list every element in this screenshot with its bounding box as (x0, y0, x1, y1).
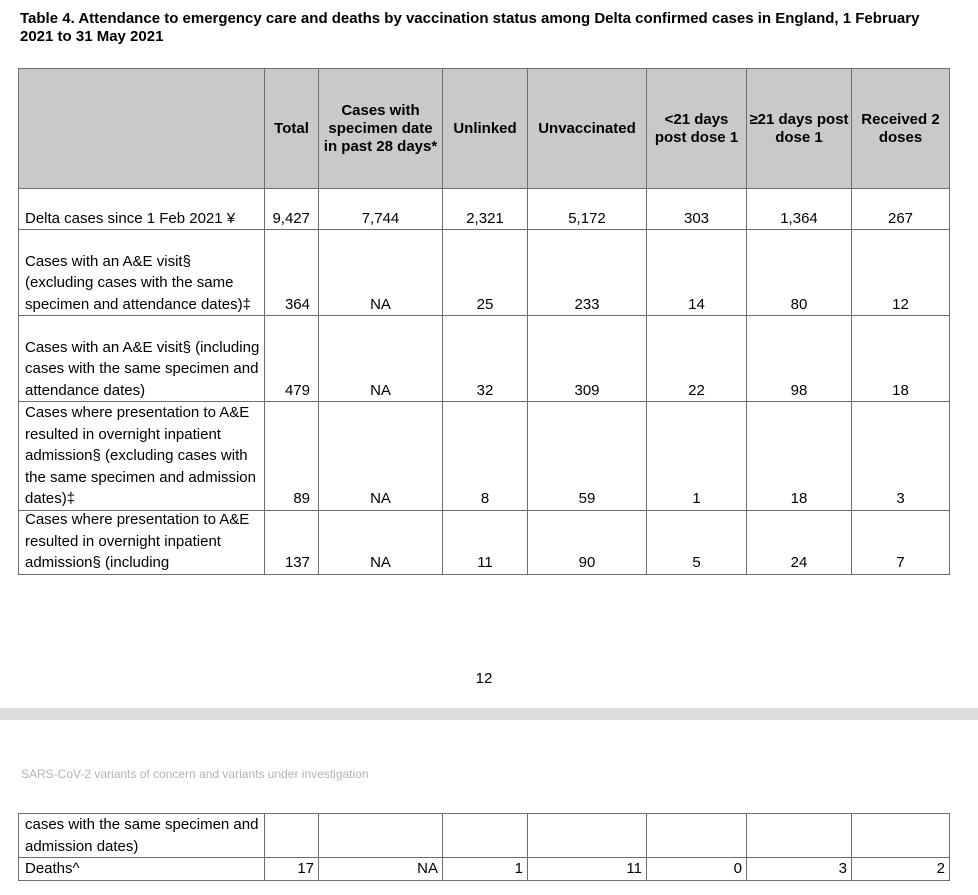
cell-recent: NA (319, 858, 443, 881)
cell-lt21: 0 (647, 858, 747, 881)
cell-two-doses: 7 (852, 510, 950, 574)
header-ge21: ≥21 days post dose 1 (747, 69, 852, 189)
table-row (19, 510, 950, 574)
empty-cell (319, 814, 443, 858)
cell-total: 364 (265, 230, 319, 316)
empty-cell (852, 814, 950, 858)
cell-total: 9,427 (265, 189, 319, 230)
cell-total: 89 (265, 402, 319, 511)
empty-cell (265, 814, 319, 858)
cell-two-doses: 18 (852, 316, 950, 402)
header-recent: Cases with specimen date in past 28 days* (319, 69, 443, 189)
cell-lt21: 5 (647, 510, 747, 574)
row-label-part-2: cases with the same specimen and admission dates) (19, 814, 265, 858)
header-row (19, 69, 950, 189)
cell-ge21: 3 (747, 858, 852, 881)
cell-two-doses: 267 (852, 189, 950, 230)
table-row (19, 858, 950, 881)
header-two-doses: Received 2 doses (852, 69, 950, 189)
attendance-table-continued (18, 813, 950, 881)
table-title: Table 4. Attendance to emergency care and deaths by vaccination status among Delta confirmed cases in England, 1 February 2021 to 31 May 2021 (20, 10, 920, 45)
cell-total: 137 (265, 510, 319, 574)
page-break-divider (0, 708, 978, 720)
row-label: Deaths^ (19, 858, 265, 881)
row-label: Delta cases since 1 Feb 2021 ¥ (19, 189, 265, 230)
cell-two-doses: 2 (852, 858, 950, 881)
cell-two-doses: 3 (852, 402, 950, 511)
page-number: 12 (475, 670, 493, 687)
cell-recent: NA (319, 510, 443, 574)
cell-unvaccinated: 59 (528, 402, 647, 511)
cell-unvaccinated: 309 (528, 316, 647, 402)
cell-unlinked: 1 (443, 858, 528, 881)
cell-ge21: 98 (747, 316, 852, 402)
table-row (19, 402, 950, 511)
cell-recent: NA (319, 316, 443, 402)
cell-unlinked: 8 (443, 402, 528, 511)
cell-lt21: 22 (647, 316, 747, 402)
header-lt21: <21 days post dose 1 (647, 69, 747, 189)
empty-cell (747, 814, 852, 858)
cell-unlinked: 32 (443, 316, 528, 402)
attendance-table (18, 68, 950, 575)
cell-unlinked: 2,321 (443, 189, 528, 230)
row-label-part-1: Cases where presentation to A&E resulted in overnight inpatient admission§ (including (25, 511, 250, 571)
cell-total: 17 (265, 858, 319, 881)
cell-unvaccinated: 233 (528, 230, 647, 316)
header-total: Total (265, 69, 319, 189)
row-label (19, 510, 265, 574)
cell-ge21: 18 (747, 402, 852, 511)
cell-unvaccinated: 11 (528, 858, 647, 881)
table-row (19, 189, 950, 230)
cell-recent: NA (319, 230, 443, 316)
empty-cell (528, 814, 647, 858)
header-label (19, 69, 265, 189)
row-label: Cases with an A&E visit§ (excluding cases with the same specimen and attendance dates)‡ (19, 230, 265, 316)
cell-two-doses: 12 (852, 230, 950, 316)
cell-recent: NA (319, 402, 443, 511)
cell-unvaccinated: 5,172 (528, 189, 647, 230)
table-row (19, 316, 950, 402)
cell-lt21: 1 (647, 402, 747, 511)
running-header: SARS-CoV-2 variants of concern and variants under investigation (21, 767, 369, 781)
cell-unvaccinated: 90 (528, 510, 647, 574)
table-row (19, 230, 950, 316)
cell-unlinked: 25 (443, 230, 528, 316)
empty-cell (443, 814, 528, 858)
cell-ge21: 24 (747, 510, 852, 574)
cell-ge21: 1,364 (747, 189, 852, 230)
cell-total: 479 (265, 316, 319, 402)
cell-lt21: 303 (647, 189, 747, 230)
cell-lt21: 14 (647, 230, 747, 316)
empty-cell (647, 814, 747, 858)
cell-unlinked: 11 (443, 510, 528, 574)
row-label: Cases where presentation to A&E resulted in overnight inpatient admission§ (excluding cases with the same specimen and admission dates)‡ (19, 402, 265, 511)
cell-ge21: 80 (747, 230, 852, 316)
header-unvaccinated: Unvaccinated (528, 69, 647, 189)
header-unlinked: Unlinked (443, 69, 528, 189)
cell-recent: 7,744 (319, 189, 443, 230)
row-label: Cases with an A&E visit§ (including cases with the same specimen and attendance dates) (19, 316, 265, 402)
table-row (19, 814, 950, 858)
